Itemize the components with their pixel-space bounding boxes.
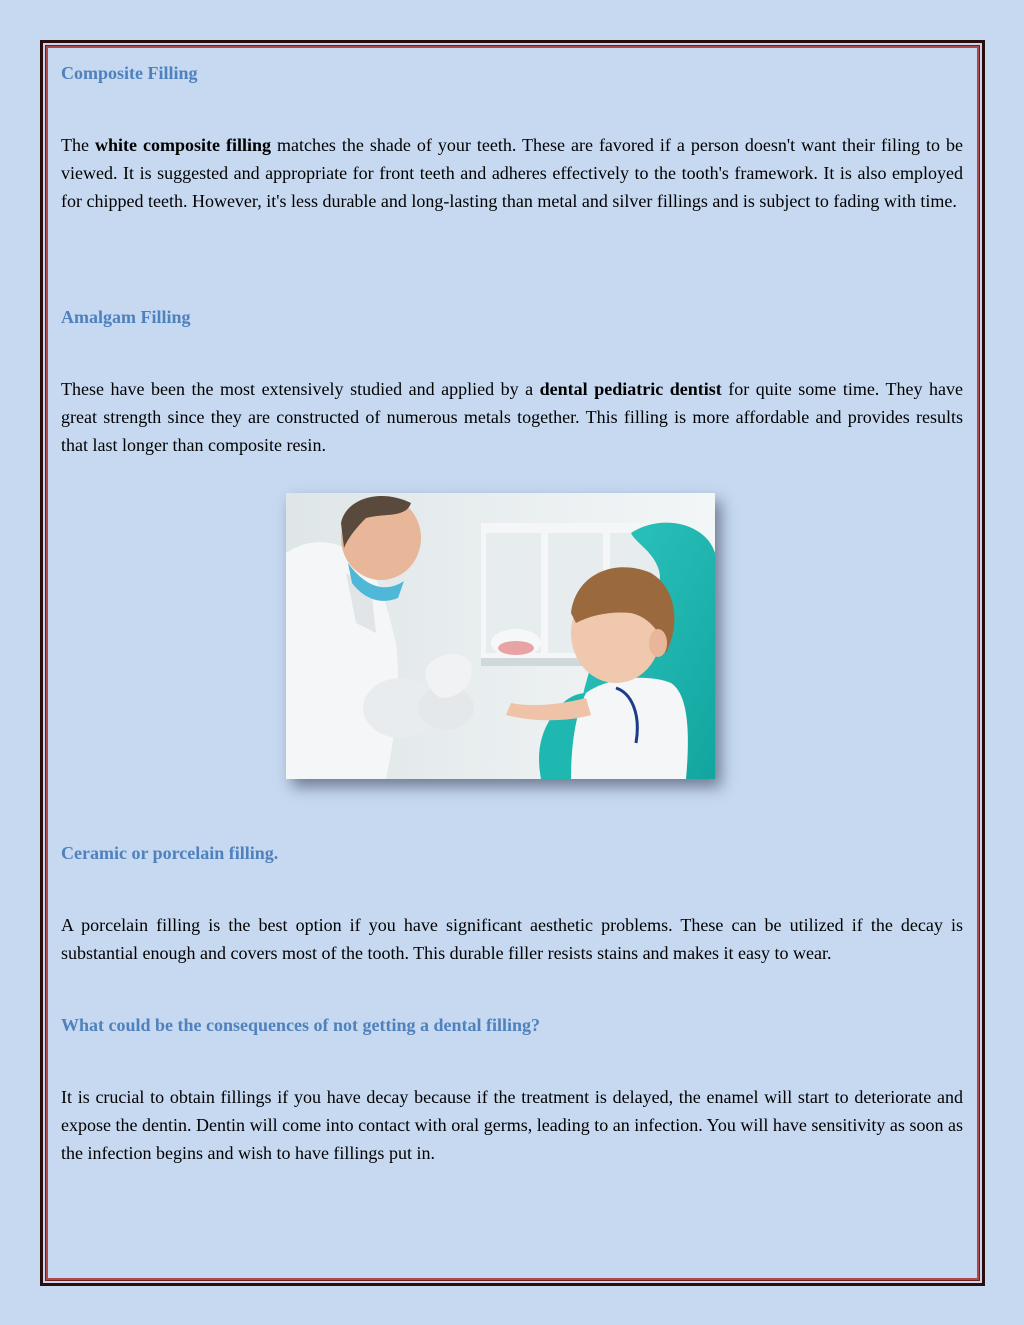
heading-ceramic-filling: Ceramic or porcelain filling. [61,843,279,863]
heading-composite-filling: Composite Filling [61,63,198,83]
paragraph-consequences: It is crucial to obtain fillings if you have decay because if the treatment is delayed, the enamel will start to deteriorate and expose the dentin. Dentin will come into contact with oral germs, leading to an infection. You will have sensitivity as soon as the infection begins and wish to have fillings put in. [61,1087,963,1163]
composite-keyword: white composite filling [94,135,271,155]
composite-text-start: The [61,135,95,155]
amalgam-text-start: These have been the most extensively studied and applied by a [61,379,540,399]
paragraph-amalgam-filling [61,375,963,459]
heading-consequences: What could be the consequences of not getting a dental filling? [61,1015,541,1035]
paragraph-ceramic-filling: A porcelain filling is the best option if you have significant aesthetic problems. These can be utilized if the decay is substantial enough and covers most of the tooth. This durable filler resists stains and makes it easy to wear. [61,915,963,963]
paragraph-composite-filling [61,131,963,215]
heading-amalgam-filling: Amalgam Filling [61,307,191,327]
amalgam-text-rest: for quite some time. They have great strength since they are constructed of numerous metals together. This filling is more affordable and provides results that last longer than composite resin. [61,379,964,455]
amalgam-keyword: dental pediatric dentist [539,379,722,399]
dentist-child-photo [286,493,715,779]
composite-text-rest: matches the shade of your teeth. These are favored if a person doesn't want their filing to be viewed. It is suggested and appropriate for front teeth and adheres effectively to the tooth's framework. It is also employed for chipped teeth. However, it's less durable and long-lasting than metal and silver fillings and is subject to fading with time. [61,135,964,211]
